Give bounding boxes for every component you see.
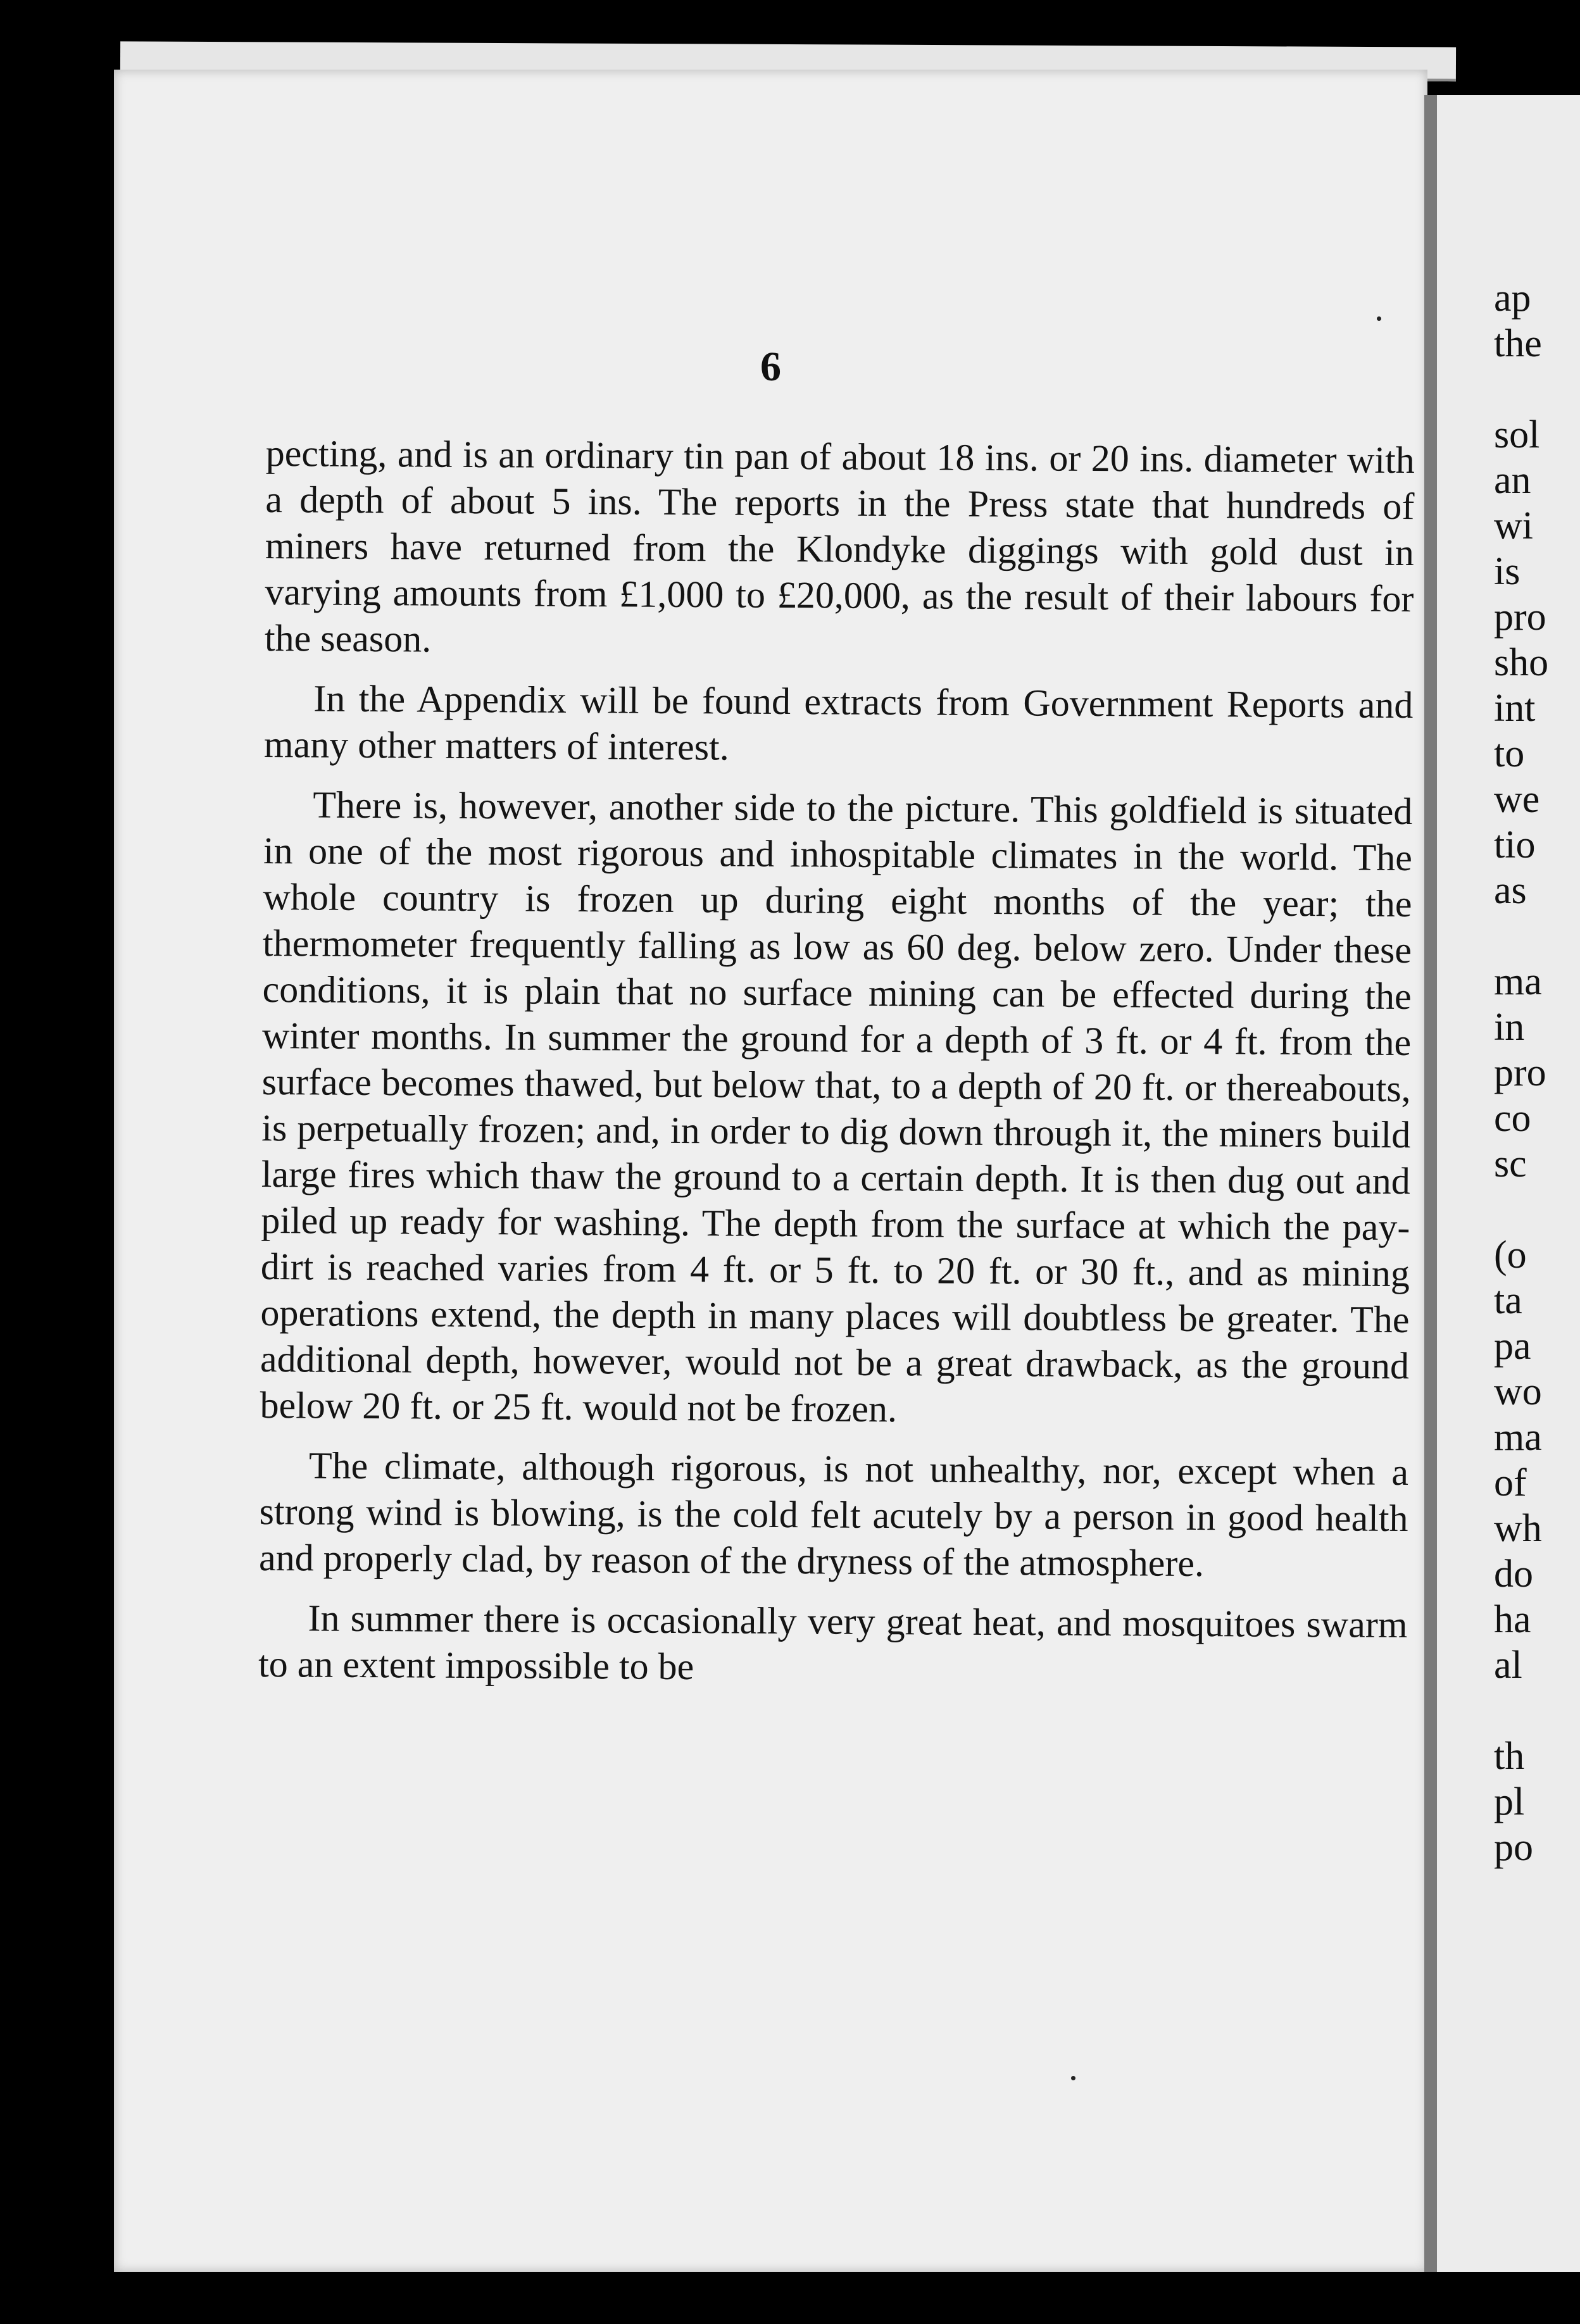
facing-page-fragment: th xyxy=(1494,1735,1525,1778)
paragraph: The climate, although rigorous, is not unhealthy, nor, except when a strong wind is blowing, is the cold felt acutely by a person in good health and properly clad, by reason of the dryness of the atmosphere. xyxy=(258,1444,1409,1585)
facing-page-fragment: al xyxy=(1494,1644,1522,1687)
facing-page-fragment: ma xyxy=(1494,960,1542,1003)
facing-page-fragment: sc xyxy=(1494,1142,1527,1185)
facing-page-fragment: wh xyxy=(1494,1507,1542,1550)
facing-page-fragment: tio xyxy=(1494,823,1536,866)
facing-page-fragment: int xyxy=(1494,687,1536,730)
facing-page-fragment: ta xyxy=(1494,1279,1522,1322)
facing-page-fragment: of xyxy=(1494,1461,1527,1504)
facing-page-fragment: do xyxy=(1494,1552,1533,1596)
paragraph: There is, however, another side to the picture. This goldfield is situated in one of the most rigorous and inhospitable climates in the world. The whole country is frozen up during eight months of the year; the thermometer frequently falling as low as 60 deg. below zero. Under these conditions, it is plain that no surface mining can be effected during the winter months. In summer the ground for a depth of 3 ft. or 4 ft. from the surface becomes thawed, but below that, to a depth of 20 ft. or thereabouts, is perpetually frozen; and, in order to dig down through it, the miners build large fires which thaw the ground to a certain depth. It is then dug out and piled up ready for washing. The depth from the surface at which the pay-dirt is reached varies from 4 ft. or 5 ft. to 20 ft. or 30 ft., and as mining operations extend, the depth in many places will doubtless be greater. The additional depth, however, would not be a great drawback, as the ground below 20 ft. or 25 ft. would not be frozen. xyxy=(260,784,1413,1430)
facing-page-fragment: we xyxy=(1494,778,1540,821)
facing-page-fragment: in xyxy=(1494,1006,1525,1049)
facing-page-fragment: is xyxy=(1494,550,1520,593)
facing-page-fragment: pa xyxy=(1494,1325,1531,1368)
facing-page-fragment: (o xyxy=(1494,1234,1527,1277)
facing-page-fragment: pl xyxy=(1494,1780,1525,1823)
page-number: 6 xyxy=(760,344,781,390)
facing-page-fragment: pro xyxy=(1494,596,1546,639)
facing-page-fragment: po xyxy=(1494,1826,1533,1869)
page-body-text xyxy=(258,430,1415,1708)
facing-page-fragment: as xyxy=(1494,869,1527,912)
facing-page-fragment: sho xyxy=(1494,641,1549,684)
facing-page-edge xyxy=(1424,95,1580,2272)
facing-page-fragment: ap xyxy=(1494,277,1531,320)
facing-page-fragment: ha xyxy=(1494,1598,1531,1641)
facing-page-fragment: wi xyxy=(1494,504,1533,547)
facing-page-fragment: pro xyxy=(1494,1051,1546,1094)
facing-page-fragment: co xyxy=(1494,1097,1531,1140)
facing-page-fragment: an xyxy=(1494,459,1531,502)
facing-page-fragment: the xyxy=(1494,322,1542,365)
paragraph: pecting, and is an ordinary tin pan of about 18 ins. or 20 ins. diameter with a depth of about 5 ins. The reports in the Press state that hundreds of miners have returned from the Klondyke diggings with gold dust in varying amounts from £1,000 to £20,000, as the result of their labours for the season. xyxy=(264,432,1415,660)
facing-page-fragment: ma xyxy=(1494,1416,1542,1459)
facing-page-fragment: to xyxy=(1494,732,1525,775)
print-speck xyxy=(1071,2076,1075,2080)
paragraph: In the Appendix will be found extracts from Government Reports and many other matters of interest. xyxy=(263,677,1414,768)
paragraph: In summer there is occasionally very great heat, and mosquitoes swarm to an extent impossible to be xyxy=(258,1597,1408,1688)
facing-page-fragment: sol xyxy=(1494,413,1540,456)
book-page xyxy=(114,70,1427,2272)
print-speck xyxy=(1377,316,1381,321)
facing-page-fragment: wo xyxy=(1494,1370,1542,1413)
